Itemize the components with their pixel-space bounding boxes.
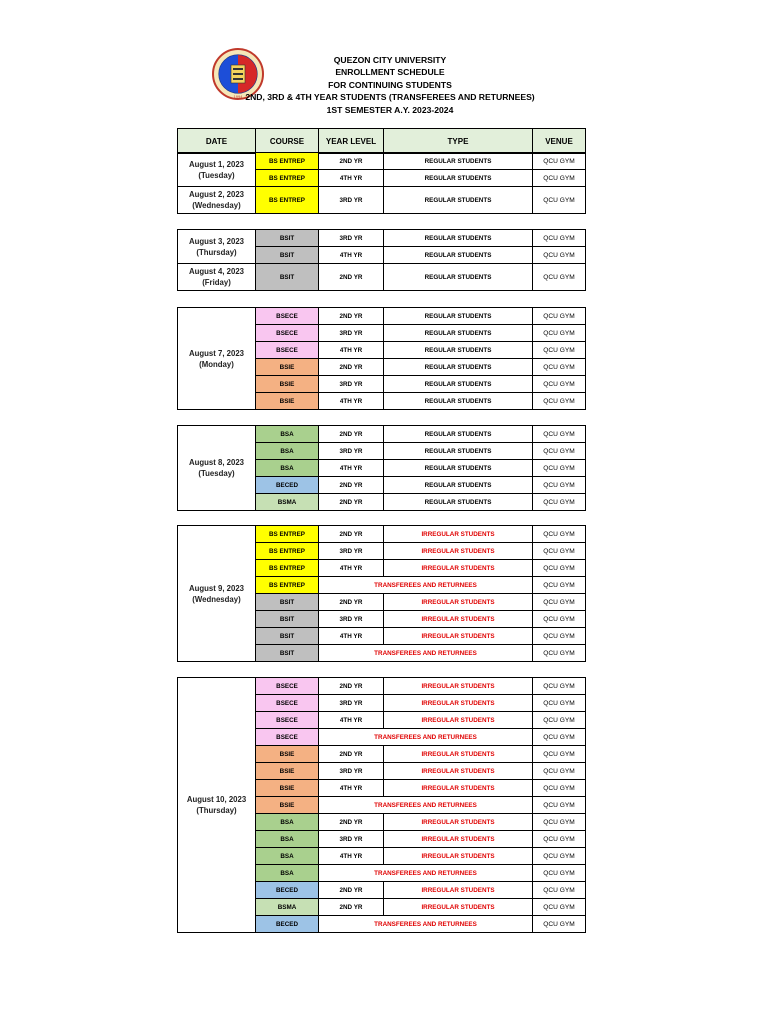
year-level-cell: 3RD YR <box>319 611 384 628</box>
venue-cell: QCU GYM <box>533 577 586 594</box>
year-level-cell: 2ND YR <box>319 308 384 325</box>
type-cell: IRREGULAR STUDENTS <box>384 746 533 763</box>
venue-cell: QCU GYM <box>533 187 586 214</box>
type-cell: IRREGULAR STUDENTS <box>384 678 533 695</box>
venue-cell: QCU GYM <box>533 763 586 780</box>
course-cell: BSECE <box>256 308 319 325</box>
type-cell: REGULAR STUDENTS <box>384 494 533 511</box>
weekday-label: (Wednesday) <box>192 594 241 604</box>
column-header-row <box>178 129 586 154</box>
venue-cell: QCU GYM <box>533 831 586 848</box>
column-header-type: TYPE <box>384 129 533 154</box>
course-cell: BSMA <box>256 899 319 916</box>
course-cell: BECED <box>256 916 319 933</box>
course-cell: BSA <box>256 460 319 477</box>
year-level-cell: 3RD YR <box>319 230 384 247</box>
venue-cell: QCU GYM <box>533 153 586 170</box>
venue-cell: QCU GYM <box>533 376 586 393</box>
course-cell: BSIT <box>256 230 319 247</box>
course-cell: BSA <box>256 443 319 460</box>
type-cell: IRREGULAR STUDENTS <box>384 780 533 797</box>
venue-cell: QCU GYM <box>533 393 586 410</box>
weekday-label: (Thursday) <box>196 247 237 257</box>
year-level-cell: 4TH YR <box>319 393 384 410</box>
type-cell: REGULAR STUDENTS <box>384 376 533 393</box>
course-cell: BSIT <box>256 264 319 291</box>
type-cell: REGULAR STUDENTS <box>384 264 533 291</box>
course-cell: BS ENTREP <box>256 153 319 170</box>
document-header <box>240 54 540 116</box>
type-cell: IRREGULAR STUDENTS <box>384 763 533 780</box>
venue-cell: QCU GYM <box>533 678 586 695</box>
venue-cell: QCU GYM <box>533 865 586 882</box>
course-cell: BSIT <box>256 247 319 264</box>
year-level-cell: 3RD YR <box>319 187 384 214</box>
course-cell: BSECE <box>256 695 319 712</box>
type-cell: REGULAR STUDENTS <box>384 342 533 359</box>
venue-cell: QCU GYM <box>533 477 586 494</box>
date-cell <box>178 308 256 410</box>
type-cell: IRREGULAR STUDENTS <box>384 628 533 645</box>
type-cell: TRANSFEREES AND RETURNEES <box>319 577 533 594</box>
column-header-table <box>177 128 586 154</box>
date-cell <box>178 187 256 214</box>
course-cell: BSMA <box>256 494 319 511</box>
column-header-date: DATE <box>178 129 256 154</box>
type-cell: REGULAR STUDENTS <box>384 187 533 214</box>
type-cell: TRANSFEREES AND RETURNEES <box>319 797 533 814</box>
type-cell: IRREGULAR STUDENTS <box>384 594 533 611</box>
venue-cell: QCU GYM <box>533 359 586 376</box>
column-header-course: COURSE <box>256 129 319 154</box>
course-cell: BECED <box>256 477 319 494</box>
date-cell <box>178 678 256 933</box>
venue-cell: QCU GYM <box>533 594 586 611</box>
year-level-cell: 3RD YR <box>319 376 384 393</box>
venue-cell: QCU GYM <box>533 325 586 342</box>
year-level-cell: 3RD YR <box>319 831 384 848</box>
venue-cell: QCU GYM <box>533 780 586 797</box>
date-label: August 2, 2023 <box>188 190 245 199</box>
schedule-group-table <box>177 152 586 214</box>
venue-cell: QCU GYM <box>533 814 586 831</box>
year-level-cell: 4TH YR <box>319 628 384 645</box>
course-cell: BSIT <box>256 594 319 611</box>
type-cell: REGULAR STUDENTS <box>384 393 533 410</box>
type-cell: IRREGULAR STUDENTS <box>384 848 533 865</box>
weekday-label: (Tuesday) <box>198 170 235 180</box>
course-cell: BSIT <box>256 628 319 645</box>
type-cell: REGULAR STUDENTS <box>384 247 533 264</box>
type-cell: IRREGULAR STUDENTS <box>384 831 533 848</box>
header-line-year-levels: 2ND, 3RD & 4TH YEAR STUDENTS (TRANSFEREES AND RETURNEES) <box>245 92 535 103</box>
date-label: August 8, 2023 <box>188 458 245 467</box>
table-row <box>178 264 586 291</box>
course-cell: BSA <box>256 865 319 882</box>
type-cell: REGULAR STUDENTS <box>384 153 533 170</box>
weekday-label: (Wednesday) <box>192 201 241 210</box>
weekday-label: (Monday) <box>199 359 234 369</box>
year-level-cell: 4TH YR <box>319 460 384 477</box>
type-cell: REGULAR STUDENTS <box>384 359 533 376</box>
venue-cell: QCU GYM <box>533 494 586 511</box>
venue-cell: QCU GYM <box>533 342 586 359</box>
course-cell: BS ENTREP <box>256 526 319 543</box>
table-row <box>178 230 586 247</box>
header-line-university: QUEZON CITY UNIVERSITY <box>333 55 447 65</box>
type-cell: IRREGULAR STUDENTS <box>384 695 533 712</box>
schedule-group-table <box>177 525 586 662</box>
date-label: August 1, 2023 <box>188 159 245 169</box>
venue-cell: QCU GYM <box>533 526 586 543</box>
year-level-cell: 3RD YR <box>319 763 384 780</box>
venue-cell: QCU GYM <box>533 543 586 560</box>
year-level-cell: 3RD YR <box>319 443 384 460</box>
venue-cell: QCU GYM <box>533 443 586 460</box>
weekday-label: (Tuesday) <box>198 469 235 478</box>
date-label: August 4, 2023 <box>188 267 245 276</box>
course-cell: BSECE <box>256 342 319 359</box>
year-level-cell: 2ND YR <box>319 899 384 916</box>
course-cell: BS ENTREP <box>256 170 319 187</box>
type-cell: TRANSFEREES AND RETURNEES <box>319 865 533 882</box>
venue-cell: QCU GYM <box>533 247 586 264</box>
schedule-group-table <box>177 229 586 291</box>
column-header-venue: VENUE <box>533 129 586 154</box>
year-level-cell: 2ND YR <box>319 494 384 511</box>
year-level-cell: 4TH YR <box>319 247 384 264</box>
date-label: August 10, 2023 <box>186 795 247 804</box>
year-level-cell: 4TH YR <box>319 848 384 865</box>
type-cell: REGULAR STUDENTS <box>384 230 533 247</box>
venue-cell: QCU GYM <box>533 729 586 746</box>
type-cell: REGULAR STUDENTS <box>384 426 533 443</box>
year-level-cell: 2ND YR <box>319 882 384 899</box>
year-level-cell: 3RD YR <box>319 695 384 712</box>
date-label: August 7, 2023 <box>188 348 245 358</box>
course-cell: BSECE <box>256 712 319 729</box>
course-cell: BS ENTREP <box>256 187 319 214</box>
table-row <box>178 426 586 443</box>
svg-text:1994: 1994 <box>233 94 243 99</box>
course-cell: BSIE <box>256 780 319 797</box>
venue-cell: QCU GYM <box>533 308 586 325</box>
course-cell: BECED <box>256 882 319 899</box>
venue-cell: QCU GYM <box>533 916 586 933</box>
type-cell: REGULAR STUDENTS <box>384 325 533 342</box>
table-row <box>178 153 586 170</box>
year-level-cell: 4TH YR <box>319 170 384 187</box>
venue-cell: QCU GYM <box>533 460 586 477</box>
table-row <box>178 678 586 695</box>
table-row <box>178 308 586 325</box>
date-cell <box>178 526 256 662</box>
type-cell: IRREGULAR STUDENTS <box>384 882 533 899</box>
year-level-cell: 2ND YR <box>319 746 384 763</box>
type-cell: IRREGULAR STUDENTS <box>384 543 533 560</box>
year-level-cell: 2ND YR <box>319 526 384 543</box>
year-level-cell: 2ND YR <box>319 359 384 376</box>
course-cell: BSIE <box>256 746 319 763</box>
course-cell: BSIE <box>256 359 319 376</box>
course-cell: BSIE <box>256 393 319 410</box>
year-level-cell: 3RD YR <box>319 543 384 560</box>
type-cell: REGULAR STUDENTS <box>384 443 533 460</box>
venue-cell: QCU GYM <box>533 712 586 729</box>
year-level-cell: 3RD YR <box>319 325 384 342</box>
type-cell: IRREGULAR STUDENTS <box>384 611 533 628</box>
venue-cell: QCU GYM <box>533 230 586 247</box>
venue-cell: QCU GYM <box>533 746 586 763</box>
date-cell <box>178 153 256 187</box>
course-cell: BSA <box>256 814 319 831</box>
year-level-cell: 4TH YR <box>319 560 384 577</box>
date-cell <box>178 426 256 511</box>
date-label: August 9, 2023 <box>188 583 245 593</box>
type-cell: REGULAR STUDENTS <box>384 477 533 494</box>
course-cell: BSIE <box>256 763 319 780</box>
type-cell: TRANSFEREES AND RETURNEES <box>319 645 533 662</box>
type-cell: IRREGULAR STUDENTS <box>384 899 533 916</box>
table-row <box>178 187 586 214</box>
year-level-cell: 2ND YR <box>319 153 384 170</box>
column-header-year-level: YEAR LEVEL <box>319 129 384 154</box>
course-cell: BSIE <box>256 376 319 393</box>
venue-cell: QCU GYM <box>533 695 586 712</box>
venue-cell: QCU GYM <box>533 426 586 443</box>
venue-cell: QCU GYM <box>533 628 586 645</box>
schedule-group-table <box>177 425 586 511</box>
year-level-cell: 4TH YR <box>319 342 384 359</box>
venue-cell: QCU GYM <box>533 170 586 187</box>
course-cell: BSECE <box>256 678 319 695</box>
header-line-semester: 1ST SEMESTER A.Y. 2023-2024 <box>326 104 454 115</box>
type-cell: REGULAR STUDENTS <box>384 460 533 477</box>
venue-cell: QCU GYM <box>533 848 586 865</box>
year-level-cell: 2ND YR <box>319 426 384 443</box>
venue-cell: QCU GYM <box>533 264 586 291</box>
year-level-cell: 4TH YR <box>319 712 384 729</box>
course-cell: BSA <box>256 426 319 443</box>
year-level-cell: 2ND YR <box>319 594 384 611</box>
course-cell: BSIE <box>256 797 319 814</box>
type-cell: IRREGULAR STUDENTS <box>384 560 533 577</box>
course-cell: BSA <box>256 848 319 865</box>
venue-cell: QCU GYM <box>533 882 586 899</box>
type-cell: REGULAR STUDENTS <box>384 170 533 187</box>
course-cell: BSECE <box>256 325 319 342</box>
header-line-title: ENROLLMENT SCHEDULE <box>335 67 445 78</box>
venue-cell: QCU GYM <box>533 560 586 577</box>
course-cell: BS ENTREP <box>256 577 319 594</box>
type-cell: TRANSFEREES AND RETURNEES <box>319 729 533 746</box>
venue-cell: QCU GYM <box>533 899 586 916</box>
weekday-label: (Friday) <box>202 278 231 287</box>
type-cell: TRANSFEREES AND RETURNEES <box>319 916 533 933</box>
type-cell: IRREGULAR STUDENTS <box>384 712 533 729</box>
date-cell <box>178 230 256 264</box>
course-cell: BS ENTREP <box>256 560 319 577</box>
date-label: August 3, 2023 <box>188 236 245 246</box>
year-level-cell: 2ND YR <box>319 814 384 831</box>
schedule-group-table <box>177 307 586 410</box>
course-cell: BSIT <box>256 611 319 628</box>
venue-cell: QCU GYM <box>533 645 586 662</box>
course-cell: BSA <box>256 831 319 848</box>
course-cell: BSECE <box>256 729 319 746</box>
schedule-group-table <box>177 677 586 933</box>
year-level-cell: 2ND YR <box>319 264 384 291</box>
table-row <box>178 526 586 543</box>
date-cell <box>178 264 256 291</box>
type-cell: IRREGULAR STUDENTS <box>384 814 533 831</box>
type-cell: REGULAR STUDENTS <box>384 308 533 325</box>
course-cell: BSIT <box>256 645 319 662</box>
weekday-label: (Thursday) <box>196 806 237 815</box>
course-cell: BS ENTREP <box>256 543 319 560</box>
venue-cell: QCU GYM <box>533 611 586 628</box>
year-level-cell: 2ND YR <box>319 477 384 494</box>
venue-cell: QCU GYM <box>533 797 586 814</box>
header-line-audience: FOR CONTINUING STUDENTS <box>328 79 452 90</box>
type-cell: IRREGULAR STUDENTS <box>384 526 533 543</box>
year-level-cell: 4TH YR <box>319 780 384 797</box>
year-level-cell: 2ND YR <box>319 678 384 695</box>
